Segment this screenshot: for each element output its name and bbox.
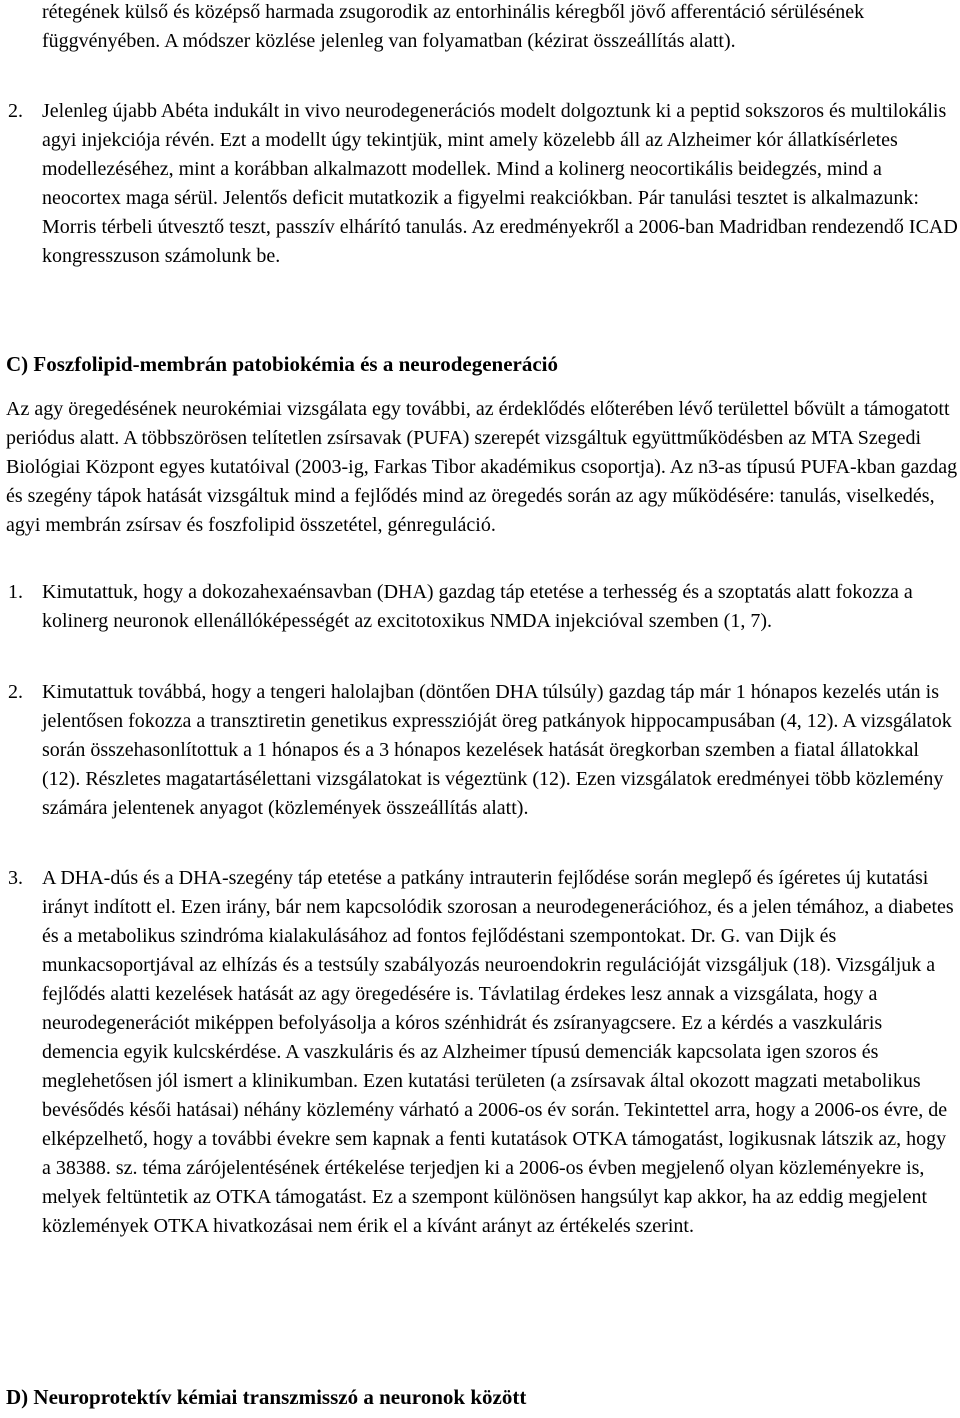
list-item-text: Jelenleg újabb Abéta indukált in vivo neurodegenerációs modelt dolgoztunk ki a peptid sokszoros és multilokális agyi injekciója révén. Ezt a modellt úgy tekintjük, mint amely közelebb áll az Alzheimer kór állatkísérletes modellezéséhez, mint a korábban alkalmazott modellek. Mind a kolinerg neocortikális beidegzés, mind a neocortex maga sérül. Jelentős deficit mutatkozik a figyelmi reakciókban. Pár tanulási tesztet is alkalmazunk: Morris térbeli útvesztő teszt, passzív elhárító tanulás. Az eredményekről a 2006-ban Madridban rendezendő ICAD kongresszuson számolunk be. xyxy=(42,100,958,267)
section-c-intro xyxy=(0,395,960,540)
list-item-text: Kimutattuk, hogy a dokozahexaénsavban (DHA) gazdag táp etetése a terhesség és a szoptatás alatt fokozza a kolinerg neuronok ellenállóképességét az excitotoxikus NMDA injekcióval szemben (1, 7). xyxy=(42,581,913,632)
list-item-c3 xyxy=(0,864,960,1241)
list-number: 1. xyxy=(8,581,23,603)
section-d-heading: D) Neuroprotektív kémiai transzmisszó a neuronok között xyxy=(6,1385,527,1409)
list-item-c2 xyxy=(0,678,960,823)
list-number: 2. xyxy=(8,100,23,122)
continuation-paragraph xyxy=(0,0,960,56)
continuation-text: rétegének külső és középső harmada zsugorodik az entorhinális kéregből jövő afferentáció sérülésének függvényében. A módszer közlése jelenleg van folyamatban (kézirat összeállítás alatt). xyxy=(42,1,865,52)
list-number: 3. xyxy=(8,867,23,889)
list-item-b2 xyxy=(0,97,960,271)
section-c-intro-text: Az agy öregedésének neurokémiai vizsgálata egy további, az érdeklődés előterében lévő területtel bővült a támogatott periódus alatt. A többszörösen telítetlen zsírsavak (PUFA) szerepét vizsgáltuk együttműködésben az MTA Szegedi Biológiai Központ egyes kutatóival (2003-ig, Farkas Tibor akadémikus csoportja). Az n3-as típusú PUFA-kban gazdag és szegény tápok hatását vizsgáltuk mind a fejlődés mind az öregedés során az agy működésére: tanulás, viselkedés, agyi membrán zsírsav és foszfolipid összetétel, génreguláció. xyxy=(6,398,958,536)
section-c-heading: C) Foszfolipid-membrán patobiokémia és a neurodegeneráció xyxy=(6,352,558,376)
list-item-text: A DHA-dús és a DHA-szegény táp etetése a patkány intrauterin fejlődése során meglepő és ígéretes új kutatási irányt indított el. Ezen irány, bár nem kapcsolódik szorosan a neurodegenerációhoz, és a jelen témához, a diabetes és a metabolikus szindróma kialakulásához ad fontos fejlődéstani szempontokat. Dr. G. van Dijk és munkacsoportjával az elhízás és a testsúly szabályozás neuroendokrin regulációját vizsgáljuk (18). Vizsgáljuk a fejlődés alatti kezelések hatását az agy öregedésére is. Távlatilag érdekes lesz annak a vizsgálata, hogy a neurodegenerációt miképpen befolyásolja a kóros szénhidrát és zsíranyagcsere. Ez a kérdés a vaszkuláris demencia egyik kulcskérdése. A vaszkuláris és az Alzheimer típusú demenciák kapcsolata igen szoros és meglehetősen jól ismert a klinikumban. Ezen kutatási területen (a zsírsavak által okozott magzati metabolikus bevésődés késői hatásai) néhány közlemény várható a 2006-os év során. Tekintettel arra, hogy a 2006-os évre, de elképzelhető, hogy a további évekre sem kapnak a fenti kutatások OTKA támogatást, logikusnak látszik az, hogy a 38388. sz. téma zárójelentésének értékelése terjedjen ki a 2006-os évben megjelenő olyan közleményekre is, melyek feltüntetik az OTKA támogatást. Ez a szempont különösen hangsúlyt kap akkor, ha az eddig megjelent közlemények OTKA hivatkozásai nem érik el a kívánt arányt az értékelés szerint. xyxy=(42,867,954,1237)
list-number: 2. xyxy=(8,681,23,703)
list-item-text: Kimutattuk továbbá, hogy a tengeri halolajban (döntően DHA túlsúly) gazdag táp már 1 hónapos kezelés után is jelentősen fokozza a transztiretin genetikus expresszióját öreg patkányok hippocampusában (4, 12). A vizsgálatok során összehasonlítottuk a 1 hónapos és a 3 hónapos kezelések hatását öregkorban szemben a fiatal állatokkal (12). Részletes magatartásélettani vizsgálatokat is végeztünk (12). Ezen vizsgálatok eredményei több közlemény számára jelentenek anyagot (közlemények összeállítás alatt). xyxy=(42,681,952,819)
list-item-c1 xyxy=(0,578,960,636)
